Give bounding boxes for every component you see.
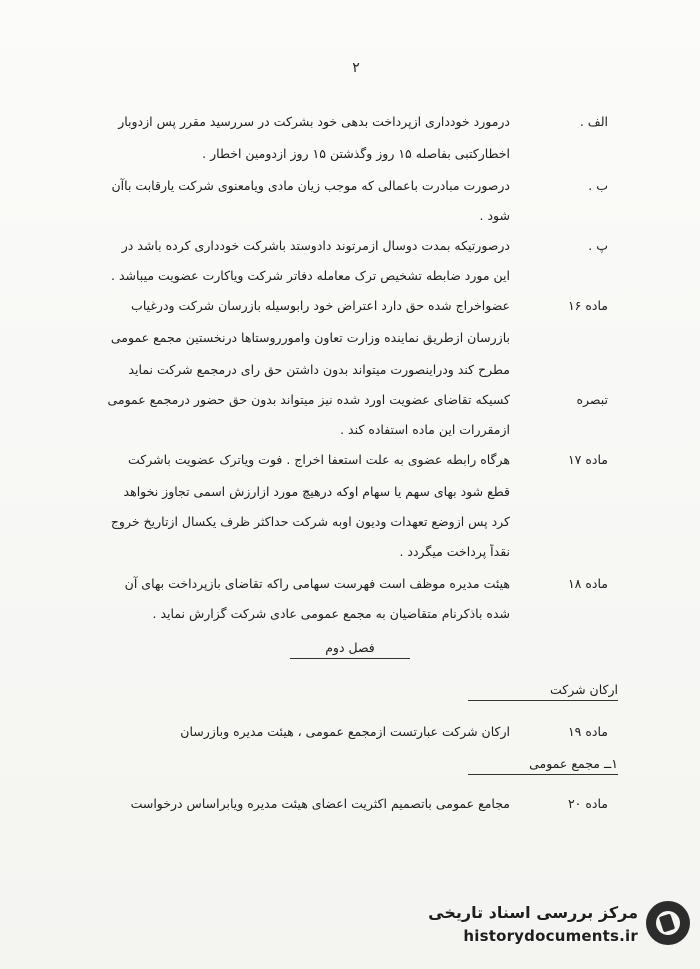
note-line-2: ازمقررات این ماده استفاده کند . (340, 422, 510, 437)
article-18-label: ماده ۱۸ (567, 576, 608, 591)
note-line-1: کسیکه تقاضای عضویت اورد شده نیز میتواند بدون حق حضور درمجمع عمومی (107, 392, 510, 407)
article-17-line-1: هرگاه رابطه عضوی به علت استعفا اخراج . فوت ویاترک عضویت باشرکت (127, 452, 510, 467)
clause-label-pe: پ . (588, 238, 608, 253)
article-18-line-1: هیئت مدیره موظف است فهرست سهامی راکه تقاضای بازپرداخت بهای آن (124, 576, 510, 591)
watermark-title: مرکز بررسی اسناد تاریخی (428, 903, 638, 922)
section-heading-assembly: ۱ــ مجمع عمومی (468, 756, 618, 775)
clause-be-line-1: درصورت مبادرت باعمالی که موجب زیان مادی ویامعنوی شرکت یارقابت باآن (111, 178, 510, 193)
article-20-text: مجامع عمومی باتصمیم اکثریت اعضای هیئت مدیره ویابراساس درخواست (130, 796, 510, 811)
article-19-label: ماده ۱۹ (567, 724, 608, 739)
clause-be-line-2: شود . (479, 208, 510, 223)
clause-pe-line-2: این مورد ضابطه تشخیص ترک معامله دفاتر شرکت ویاکارت عضویت میباشد . (111, 268, 510, 283)
clause-pe-line-1: درصورتیکه بمدت دوسال ازمرتوند دادوستد باشرکت خودداری کرده باشد در (121, 238, 510, 253)
clause-label-be: ب . (588, 178, 608, 193)
chapter-heading: فصل دوم (290, 640, 410, 659)
article-20-label: ماده ۲۰ (567, 796, 608, 811)
article-16-line-2: بازرسان ازطریق نماینده وزارت تعاون وامورروستاها درنخستین مجمع عمومی (110, 330, 510, 345)
page-number: ۲ (352, 60, 360, 76)
archive-logo-icon (646, 901, 690, 945)
article-17-label: ماده ۱۷ (567, 452, 608, 467)
article-16-line-3: مطرح کند ودراینصورت میتواند بدون داشتن حق رای درمجمع شرکت نماید (128, 362, 510, 377)
article-17-line-3: کرد پس ازوضع تعهدات ودیون اوبه شرکت حداکثر ظرف یکسال ازتاریخ خروج (110, 514, 510, 529)
article-16-line-1: عضواخراج شده حق دارد اعتراض خود رابوسیله بازرسان شرکت ودرغیاب (131, 298, 510, 313)
note-label: تبصره (576, 392, 608, 407)
article-19-text: ارکان شرکت عبارتست ازمجمع عمومی ، هیئت مدیره وبازرسان (180, 724, 510, 739)
watermark (410, 897, 690, 957)
watermark-url: historydocuments.ir (463, 927, 638, 945)
article-16-label: ماده ۱۶ (567, 298, 608, 313)
clause-alef-line-2: اخطارکتبی بفاصله ۱۵ روز وگذشتن ۱۵ روز ازدومین اخطار . (202, 146, 510, 161)
section-heading-organs: ارکان شرکت (468, 682, 618, 701)
article-17-line-2: قطع شود بهای سهم یا سهام اوکه درهیچ مورد ازارزش اسمی تجاوز نخواهد (123, 484, 510, 499)
clause-alef-line-1: درمورد خودداری ازپرداخت بدهی خود بشرکت در سررسید مقرر پس ازدوبار (118, 114, 510, 129)
article-18-line-2: شده باذکرنام متقاضیان به مجمع عمومی عادی شرکت گزارش نماید . (152, 606, 510, 621)
clause-label-alef: الف . (579, 114, 608, 129)
article-17-line-4: نقداً پرداخت میگردد . (399, 544, 510, 559)
